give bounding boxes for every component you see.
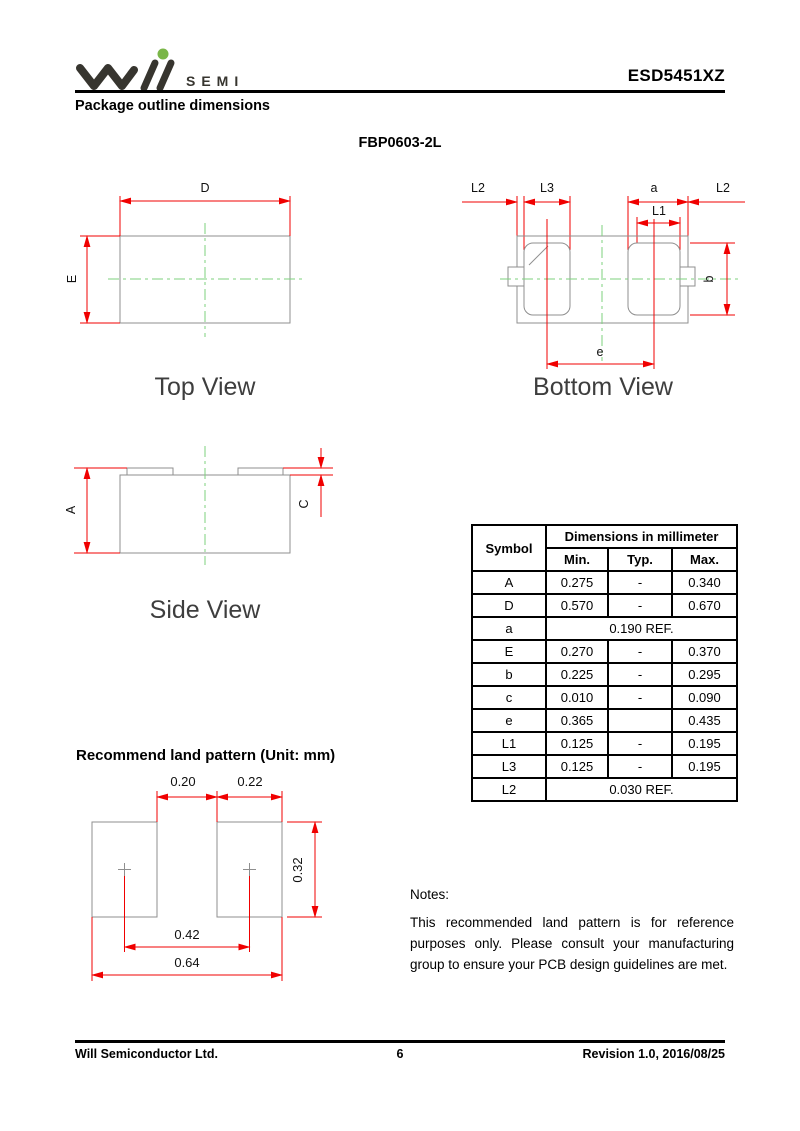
table-header-group: Dimensions in millimeter (546, 525, 737, 548)
table-cell: - (608, 640, 672, 663)
table-header-symbol: Symbol (472, 525, 546, 571)
table-cell: c (472, 686, 546, 709)
table-cell: 0.570 (546, 594, 608, 617)
side-view-drawing (60, 440, 400, 600)
table-cell: 0.270 (546, 640, 608, 663)
logo-slash2-icon (160, 63, 171, 88)
table-cell: 0.010 (546, 686, 608, 709)
notes-block (410, 884, 734, 975)
part-number: ESD5451XZ (627, 66, 725, 85)
dim-label-pad-width: 0.22 (237, 774, 263, 789)
table-cell: 0.340 (672, 571, 737, 594)
table-row (472, 663, 737, 686)
top-dim-extensions (157, 791, 282, 822)
table-cell: 0.225 (546, 663, 608, 686)
table-row (472, 755, 737, 778)
dim-label-l2-right: L2 (716, 181, 730, 195)
table-cell: 0.195 (672, 755, 737, 778)
package-name: FBP0603-2L (358, 135, 442, 151)
land-pattern-drawing (60, 770, 400, 995)
table-cell-span: 0.030 REF. (546, 778, 737, 801)
table-cell: e (472, 709, 546, 732)
table-cell: 0.125 (546, 732, 608, 755)
table-cell-span: 0.190 REF. (546, 617, 737, 640)
table-cell: b (472, 663, 546, 686)
dim-c-extensions (283, 468, 333, 475)
footer-company: Will Semiconductor Ltd. (75, 1047, 218, 1061)
dim-label-d: D (200, 181, 210, 195)
table-cell: - (608, 686, 672, 709)
table-cell: 0.195 (672, 732, 737, 755)
dimensions-table (471, 524, 738, 802)
table-cell: - (608, 663, 672, 686)
dim-a-extensions (74, 468, 127, 553)
dim-label-l2-left: L2 (471, 181, 485, 195)
dim-label-l3: L3 (540, 181, 554, 195)
table-cell: 0.275 (546, 571, 608, 594)
table-header-min: Min. (546, 548, 608, 571)
table-cell: - (608, 571, 672, 594)
table-cell: 0.365 (546, 709, 608, 732)
table-row (472, 732, 737, 755)
table-cell: 0.370 (672, 640, 737, 663)
table-row (472, 571, 737, 594)
table-row (472, 709, 737, 732)
table-cell: D (472, 594, 546, 617)
table-cell: L3 (472, 755, 546, 778)
dim-label-l1: L1 (652, 204, 666, 218)
dim-label-pitch: 0.42 (174, 927, 200, 942)
page-number: 6 (396, 1047, 404, 1061)
pad-center-crosses (118, 863, 256, 876)
table-row (472, 594, 737, 617)
table-row (472, 778, 737, 801)
dim-label-c: C (297, 499, 311, 509)
dim-label-pad-height: 0.32 (290, 857, 305, 883)
table-cell: L2 (472, 778, 546, 801)
logo-text: SEMI (186, 73, 245, 89)
table-header-typ: Typ. (608, 548, 672, 571)
right-terminal-tab (680, 267, 695, 286)
footer-rule (75, 1040, 725, 1043)
table-cell: a (472, 617, 546, 640)
table-cell: - (608, 755, 672, 778)
footer-revision: Revision 1.0, 2016/08/25 (582, 1047, 725, 1061)
logo-green-dot-icon (158, 49, 169, 60)
table-row (472, 640, 737, 663)
dim-label-b: b (702, 275, 716, 283)
side-view-label: Side View (149, 596, 261, 624)
page-title: Package outline dimensions (75, 98, 270, 114)
side-pad-right (238, 468, 283, 475)
table-header-max: Max. (672, 548, 737, 571)
table-cell: 0.670 (672, 594, 737, 617)
table-cell: - (608, 594, 672, 617)
table-cell: 0.125 (546, 755, 608, 778)
table-cell: - (608, 732, 672, 755)
table-cell: 0.090 (672, 686, 737, 709)
left-terminal-tab (508, 267, 525, 286)
dim-label-e: e (596, 345, 604, 359)
notes-title: Notes: (410, 887, 450, 902)
dim-label-gap: 0.20 (170, 774, 196, 789)
table-cell: 0.295 (672, 663, 737, 686)
dim-label-a: A (64, 505, 78, 515)
table-cell: E (472, 640, 546, 663)
top-view-drawing (60, 175, 410, 405)
logo-slash-icon (144, 63, 155, 88)
top-view-label: Top View (154, 373, 256, 401)
land-pattern-title: Recommend land pattern (Unit: mm) (76, 747, 336, 764)
dim-label-e: E (65, 274, 79, 284)
table-row (472, 617, 737, 640)
table-cell: A (472, 571, 546, 594)
dim-label-total-width: 0.64 (174, 955, 200, 970)
table-cell (608, 709, 672, 732)
table-cell: L1 (472, 732, 546, 755)
dim-label-a: a (650, 181, 658, 195)
bottom-view-label: Bottom View (533, 373, 673, 401)
table-cell: 0.435 (672, 709, 737, 732)
header-rule (75, 90, 725, 93)
notes-body: This recommended land pattern is for reference purposes only. Please consult your manufacturing group to ensure your PCB design guidelines are met. (410, 915, 734, 972)
logo-wave-icon (80, 68, 134, 86)
side-pad-left (127, 468, 173, 475)
table-row (472, 686, 737, 709)
